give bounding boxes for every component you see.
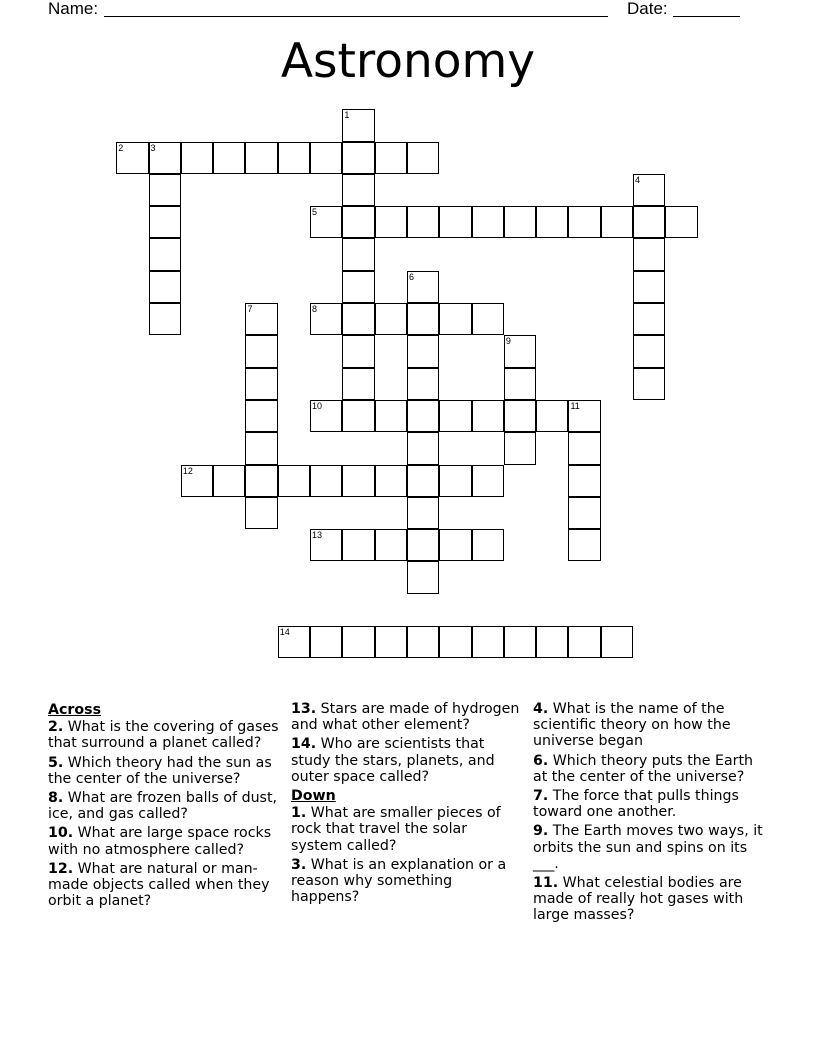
grid-cell[interactable] xyxy=(665,206,697,238)
cell-number: 10 xyxy=(312,400,323,411)
clue-across-14 xyxy=(291,736,521,785)
grid-cell[interactable] xyxy=(342,368,374,400)
grid-cell[interactable] xyxy=(568,529,600,561)
name-label: Name: xyxy=(48,0,99,18)
grid-cell-11[interactable] xyxy=(568,400,600,432)
cell-number: 7 xyxy=(247,304,253,315)
clue-text: The Earth moves two ways, it orbits the sun and spins on its ___. xyxy=(533,823,763,872)
clue-number: 8. xyxy=(48,790,64,807)
grid-cell[interactable] xyxy=(342,206,374,238)
grid-cell[interactable] xyxy=(439,626,471,658)
grid-cell[interactable] xyxy=(213,142,245,174)
across-heading: Across xyxy=(48,702,102,718)
grid-cell-3[interactable] xyxy=(149,142,181,174)
clue-down-11 xyxy=(533,875,763,924)
grid-cell[interactable] xyxy=(342,303,374,335)
grid-cell[interactable] xyxy=(342,400,374,432)
grid-cell[interactable] xyxy=(536,400,568,432)
grid-cell[interactable] xyxy=(342,465,374,497)
grid-cell[interactable] xyxy=(568,206,600,238)
grid-cell[interactable] xyxy=(245,432,277,464)
grid-cell[interactable] xyxy=(439,400,471,432)
clue-text: What is the name of the scientific theory on how the universe began xyxy=(533,701,731,750)
grid-cell[interactable] xyxy=(407,400,439,432)
grid-cell[interactable] xyxy=(342,174,374,206)
grid-cell[interactable] xyxy=(375,303,407,335)
grid-cell[interactable] xyxy=(245,400,277,432)
grid-cell[interactable] xyxy=(149,303,181,335)
page-title: Astronomy xyxy=(280,34,536,89)
grid-cell[interactable] xyxy=(342,271,374,303)
grid-cell[interactable] xyxy=(568,432,600,464)
grid-cell[interactable] xyxy=(633,368,665,400)
grid-cell[interactable] xyxy=(568,626,600,658)
grid-cell[interactable] xyxy=(407,465,439,497)
grid-cell[interactable] xyxy=(633,271,665,303)
grid-cell[interactable] xyxy=(568,497,600,529)
grid-cell[interactable] xyxy=(278,465,310,497)
grid-cell-13[interactable] xyxy=(310,529,342,561)
grid-cell[interactable] xyxy=(149,174,181,206)
grid-cell[interactable] xyxy=(245,465,277,497)
grid-cell[interactable] xyxy=(536,206,568,238)
grid-cell[interactable] xyxy=(342,142,374,174)
grid-cell[interactable] xyxy=(504,626,536,658)
grid-cell[interactable] xyxy=(149,206,181,238)
cell-number: 4 xyxy=(635,174,641,185)
clue-down-1 xyxy=(291,805,521,854)
cell-number: 11 xyxy=(570,400,580,411)
clue-number: 5. xyxy=(48,754,64,771)
grid-cell[interactable] xyxy=(375,206,407,238)
grid-cell[interactable] xyxy=(633,206,665,238)
grid-cell[interactable] xyxy=(472,529,504,561)
grid-cell[interactable] xyxy=(472,303,504,335)
clue-text: Who are scientists that study the stars, planets, and outer space called? xyxy=(291,736,495,785)
grid-cell-14[interactable] xyxy=(278,626,310,658)
clue-across-12 xyxy=(48,861,286,910)
grid-cell[interactable] xyxy=(342,529,374,561)
clues-column-3 xyxy=(533,701,763,927)
cell-number: 3 xyxy=(150,142,156,153)
clue-number: 10. xyxy=(48,825,74,842)
clue-across-13 xyxy=(291,701,521,733)
clue-number: 6. xyxy=(533,752,549,769)
grid-cell[interactable] xyxy=(536,626,568,658)
clue-across-5 xyxy=(48,755,286,787)
grid-cell-4[interactable] xyxy=(633,174,665,206)
clue-number: 7. xyxy=(533,788,549,805)
clue-text: Which theory had the sun as the center of the universe? xyxy=(48,754,272,787)
grid-cell[interactable] xyxy=(568,465,600,497)
clue-number: 1. xyxy=(291,805,307,822)
grid-cell[interactable] xyxy=(342,335,374,367)
grid-cell-2[interactable] xyxy=(116,142,148,174)
grid-cell[interactable] xyxy=(375,529,407,561)
grid-cell[interactable] xyxy=(407,626,439,658)
clue-number: 4. xyxy=(533,701,549,717)
grid-cell[interactable] xyxy=(342,626,374,658)
cell-number: 1 xyxy=(344,110,350,121)
grid-cell[interactable] xyxy=(439,303,471,335)
grid-cell[interactable] xyxy=(245,368,277,400)
grid-cell[interactable] xyxy=(472,400,504,432)
grid-cell[interactable] xyxy=(504,368,536,400)
grid-cell[interactable] xyxy=(245,497,277,529)
clue-number: 12. xyxy=(48,860,74,877)
clue-down-7 xyxy=(533,788,763,820)
grid-cell[interactable] xyxy=(375,626,407,658)
grid-cell[interactable] xyxy=(149,271,181,303)
clue-number: 14. xyxy=(291,736,317,753)
grid-cell-8[interactable] xyxy=(310,303,342,335)
clue-text: The force that pulls things toward one another. xyxy=(533,788,739,821)
clue-across-10 xyxy=(48,825,286,857)
down-heading: Down xyxy=(291,788,336,805)
clue-text: What are natural or man-made objects called when they orbit a planet? xyxy=(48,860,270,910)
grid-cell[interactable] xyxy=(310,142,342,174)
clue-text: What are frozen balls of dust, ice, and gas called? xyxy=(48,790,278,823)
grid-cell[interactable] xyxy=(407,561,439,593)
clue-number: 9. xyxy=(533,823,549,840)
grid-cell[interactable] xyxy=(181,142,213,174)
grid-cell[interactable] xyxy=(601,626,633,658)
cell-number: 13 xyxy=(312,530,323,541)
cell-number: 14 xyxy=(279,627,290,638)
clue-text: What are large space rocks with no atmosphere called? xyxy=(48,825,272,858)
grid-cell-6[interactable] xyxy=(407,271,439,303)
clue-text: What is the covering of gases that surround a planet called? xyxy=(48,719,279,752)
grid-cell[interactable] xyxy=(407,303,439,335)
grid-cell[interactable] xyxy=(504,432,536,464)
cell-number: 8 xyxy=(312,304,318,315)
grid-cell-9[interactable] xyxy=(504,335,536,367)
grid-cell[interactable] xyxy=(601,206,633,238)
clue-text: What is an explanation or a reason why something happens? xyxy=(291,856,507,906)
clues-column-1 xyxy=(48,701,286,912)
grid-cell[interactable] xyxy=(407,497,439,529)
clue-number: 13. xyxy=(291,701,317,717)
clue-text: Stars are made of hydrogen and what other element? xyxy=(291,701,520,734)
clue-down-4 xyxy=(533,701,763,750)
grid-cell[interactable] xyxy=(407,529,439,561)
grid-cell[interactable] xyxy=(149,238,181,270)
grid-cell[interactable] xyxy=(310,465,342,497)
grid-cell-12[interactable] xyxy=(181,465,213,497)
clue-text: What are smaller pieces of rock that travel the solar system called? xyxy=(291,805,501,854)
grid-cell-10[interactable] xyxy=(310,400,342,432)
grid-cell[interactable] xyxy=(407,368,439,400)
grid-cell[interactable] xyxy=(633,238,665,270)
clue-number: 11. xyxy=(533,875,559,892)
grid-cell[interactable] xyxy=(504,206,536,238)
grid-cell-1[interactable] xyxy=(342,109,374,141)
grid-cell[interactable] xyxy=(245,335,277,367)
grid-cell[interactable] xyxy=(472,465,504,497)
cell-number: 2 xyxy=(118,142,124,153)
clue-text: Which theory puts the Earth at the center of the universe? xyxy=(533,752,754,785)
grid-cell[interactable] xyxy=(213,465,245,497)
grid-cell-7[interactable] xyxy=(245,303,277,335)
grid-cell[interactable] xyxy=(633,335,665,367)
grid-cell[interactable] xyxy=(439,529,471,561)
clue-down-3 xyxy=(291,857,521,906)
clue-across-8 xyxy=(48,790,286,822)
cell-number: 6 xyxy=(408,271,414,282)
grid-cell[interactable] xyxy=(407,206,439,238)
clues-column-2 xyxy=(291,701,521,908)
grid-cell[interactable] xyxy=(472,206,504,238)
grid-cell[interactable] xyxy=(472,626,504,658)
grid-cell[interactable] xyxy=(407,432,439,464)
grid-cell[interactable] xyxy=(375,142,407,174)
clue-number: 3. xyxy=(291,856,307,873)
clue-down-6 xyxy=(533,753,763,785)
grid-cell[interactable] xyxy=(633,303,665,335)
cell-number: 12 xyxy=(182,465,193,476)
cell-number: 9 xyxy=(505,336,511,347)
grid-cell[interactable] xyxy=(310,626,342,658)
grid-cell[interactable] xyxy=(375,400,407,432)
clue-number: 2. xyxy=(48,719,64,736)
grid-cell[interactable] xyxy=(375,465,407,497)
grid-cell[interactable] xyxy=(278,142,310,174)
grid-cell-5[interactable] xyxy=(310,206,342,238)
clue-down-9 xyxy=(533,823,763,872)
grid-cell[interactable] xyxy=(245,142,277,174)
grid-cell[interactable] xyxy=(439,465,471,497)
date-label: Date: xyxy=(627,0,668,18)
clue-across-2 xyxy=(48,719,286,751)
grid-cell[interactable] xyxy=(407,142,439,174)
grid-cell[interactable] xyxy=(342,238,374,270)
grid-cell[interactable] xyxy=(439,206,471,238)
clue-text: What celestial bodies are made of really hot gases with large masses? xyxy=(533,875,744,924)
cell-number: 5 xyxy=(312,207,318,218)
grid-cell[interactable] xyxy=(504,400,536,432)
grid-cell[interactable] xyxy=(407,335,439,367)
